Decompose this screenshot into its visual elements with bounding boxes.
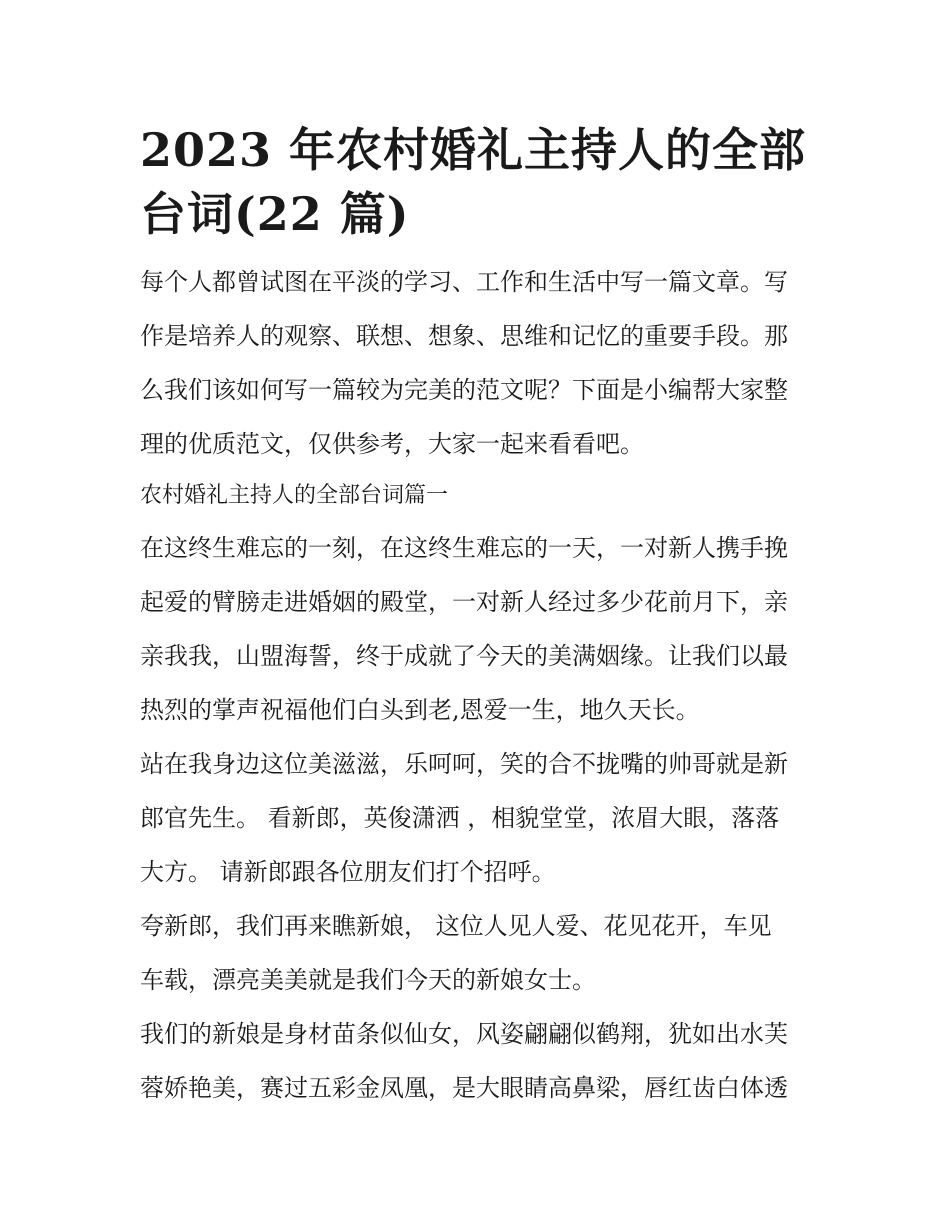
text-line: 站在我身边这位美滋滋，乐呵呵，笑的合不拢嘴的帅哥就是新 xyxy=(140,750,788,778)
text-line: 蓉娇艳美，赛过五彩金凤凰，是大眼睛高鼻梁，唇红齿白体透 xyxy=(140,1074,788,1102)
text-line: 每个人都曾试图在平淡的学习、工作和生活中写一篇文章。写 xyxy=(140,268,788,296)
text-line: 作是培养人的观察、联想、想象、思维和记忆的重要手段。那 xyxy=(140,322,788,350)
text-line: 郎官先生。 看新郎，英俊潇洒 ，相貌堂堂，浓眉大眼，落落 xyxy=(140,804,780,832)
body-paragraph xyxy=(140,1016,812,1106)
section-heading: 农村婚礼主持人的全部台词篇一 xyxy=(140,483,449,508)
document-page xyxy=(140,118,812,1124)
text-line: 在这终生难忘的一刻，在这终生难忘的一天，一对新人携手挽 xyxy=(140,534,788,562)
text-line: 夸新郎，我们再来瞧新娘， 这位人见人爱、花见花开，车见 xyxy=(140,912,772,940)
text-line: 么我们该如何写一篇较为完美的范文呢？下面是小编帮大家整 xyxy=(140,376,788,404)
title-line: 台词(22 篇) xyxy=(140,187,410,241)
body-paragraph xyxy=(140,908,812,998)
text-line: 我们的新娘是身材苗条似仙女，风姿翩翩似鹤翔，犹如出水芙 xyxy=(140,1020,788,1048)
text-line: 车载，漂亮美美就是我们今天的新娘女士。 xyxy=(140,966,596,994)
text-line: 起爱的臂膀走进婚姻的殿堂，一对新人经过多少花前月下，亲 xyxy=(140,588,788,616)
body-paragraph xyxy=(140,746,812,890)
text-line: 大方。 请新郎跟各位朋友们打个招呼。 xyxy=(140,858,556,886)
intro-paragraph xyxy=(140,264,812,462)
text-line: 亲我我，山盟海誓，终于成就了今天的美满姻缘。让我们以最 xyxy=(140,642,788,670)
body-paragraph xyxy=(140,530,812,728)
document-title xyxy=(140,118,812,246)
title-line: 2023 年农村婚礼主持人的全部 xyxy=(140,123,807,177)
text-line: 理的优质范文，仅供参考，大家一起来看看吧。 xyxy=(140,430,644,458)
text-line: 热烈的掌声祝福他们白头到老,恩爱一生，地久天长。 xyxy=(140,696,700,724)
